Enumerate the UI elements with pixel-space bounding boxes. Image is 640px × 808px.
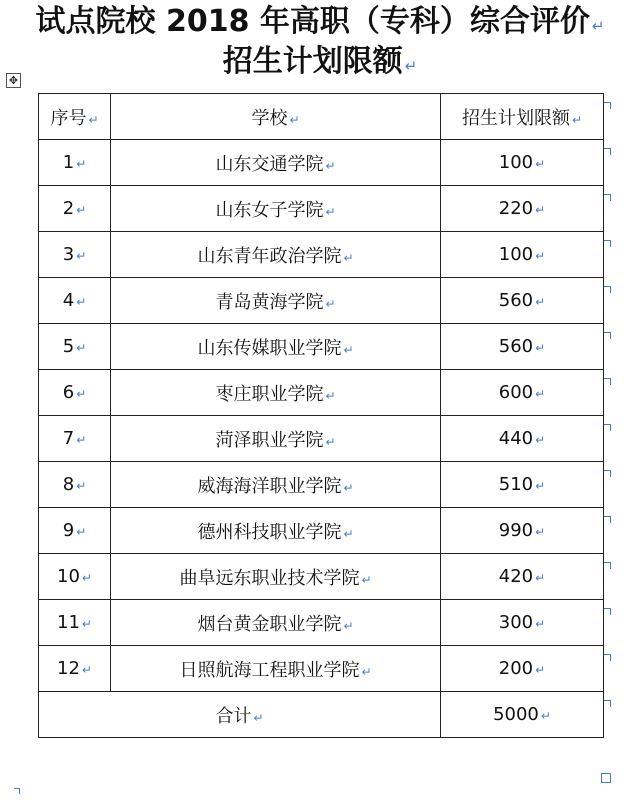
cell-school-text: 日照航海工程职业学院 bbox=[179, 659, 360, 681]
cell-index-text: 3 bbox=[62, 244, 75, 265]
header-cell-school: 学校 ↵ bbox=[111, 94, 441, 140]
paragraph-mark-icon: ↵ bbox=[343, 526, 354, 541]
table-move-handle-icon[interactable]: ✥ bbox=[6, 73, 21, 88]
paragraph-mark-icon: ↵ bbox=[535, 387, 546, 401]
paragraph-mark-icon: ↵ bbox=[535, 203, 546, 217]
cell-index-text: 10 bbox=[57, 566, 80, 587]
cell-quota bbox=[441, 370, 604, 416]
paragraph-mark-icon: ↵ bbox=[361, 664, 372, 679]
cell-school-text: 菏泽职业学院 bbox=[215, 429, 324, 451]
row-end-mark-icon bbox=[604, 332, 611, 339]
cell-school-text: 山东传媒职业学院 bbox=[197, 337, 342, 359]
table-row bbox=[39, 278, 604, 324]
table-row bbox=[39, 646, 604, 692]
cell-index-text: 7 bbox=[62, 428, 75, 449]
cell-school bbox=[111, 186, 441, 232]
paragraph-mark-icon: ↵ bbox=[343, 250, 354, 265]
row-end-mark-icon bbox=[604, 378, 611, 385]
cell-quota-text: 600 bbox=[498, 382, 534, 403]
cell-school-text: 山东青年政治学院 bbox=[197, 245, 342, 267]
cell-quota-text: 300 bbox=[498, 612, 534, 633]
cell-index bbox=[39, 140, 111, 186]
paragraph-mark-icon: ↵ bbox=[535, 295, 546, 309]
paragraph-mark-icon: ↵ bbox=[325, 388, 336, 403]
paragraph-mark-icon: ↵ bbox=[76, 203, 87, 217]
cell-index-text: 4 bbox=[62, 290, 75, 311]
row-end-mark-icon bbox=[604, 562, 611, 569]
cell-school bbox=[111, 646, 441, 692]
cell-index-text: 9 bbox=[62, 520, 75, 541]
paragraph-mark-icon: ↵ bbox=[361, 572, 372, 587]
cell-index-text: 11 bbox=[57, 612, 80, 633]
paragraph-mark-icon: ↵ bbox=[253, 710, 264, 725]
cell-total-value bbox=[441, 692, 604, 738]
cell-quota-text: 560 bbox=[498, 290, 534, 311]
table-row bbox=[39, 324, 604, 370]
row-end-mark-icon bbox=[604, 102, 611, 109]
header-cell-quota: 招生计划限额 ↵ bbox=[441, 94, 604, 140]
cell-index bbox=[39, 370, 111, 416]
paragraph-mark-icon: ↵ bbox=[325, 434, 336, 449]
cell-school-text: 德州科技职业学院 bbox=[197, 521, 342, 543]
document-title-line1 bbox=[0, 2, 640, 46]
cell-index bbox=[39, 232, 111, 278]
table-header-row bbox=[39, 94, 604, 140]
paragraph-mark-icon: ↵ bbox=[535, 157, 546, 171]
paragraph-mark-icon: ↵ bbox=[325, 158, 336, 173]
paragraph-mark-icon: ↵ bbox=[404, 57, 418, 75]
table-resize-handle-icon[interactable] bbox=[601, 773, 611, 783]
table-row bbox=[39, 600, 604, 646]
cell-index bbox=[39, 186, 111, 232]
row-end-mark-icon bbox=[604, 194, 611, 201]
cell-index bbox=[39, 278, 111, 324]
cell-quota bbox=[441, 416, 604, 462]
paragraph-mark-icon: ↵ bbox=[535, 479, 546, 493]
table-total-row bbox=[39, 692, 604, 738]
cell-quota bbox=[441, 186, 604, 232]
cell-index-text: 8 bbox=[62, 474, 75, 495]
cell-school-text: 曲阜远东职业技术学院 bbox=[179, 567, 360, 589]
paragraph-mark-icon: ↵ bbox=[535, 433, 546, 447]
cell-total-label bbox=[39, 692, 441, 738]
cell-school bbox=[111, 600, 441, 646]
cell-school bbox=[111, 278, 441, 324]
paragraph-mark-icon: ↵ bbox=[76, 157, 87, 171]
cell-quota bbox=[441, 140, 604, 186]
table-row bbox=[39, 508, 604, 554]
row-end-mark-icon bbox=[604, 470, 611, 477]
table-row bbox=[39, 416, 604, 462]
cell-quota bbox=[441, 600, 604, 646]
cell-index bbox=[39, 508, 111, 554]
row-end-mark-icon bbox=[604, 424, 611, 431]
title-line2-text: 招生计划限额 bbox=[222, 44, 403, 79]
cell-index bbox=[39, 462, 111, 508]
paragraph-mark-icon: ↵ bbox=[343, 342, 354, 357]
title-line1-text: 试点院校 2018 年高职（专科）综合评价 bbox=[35, 4, 590, 39]
cell-index bbox=[39, 324, 111, 370]
paragraph-mark-icon: ↵ bbox=[81, 571, 92, 585]
paragraph-mark-icon: ↵ bbox=[289, 112, 300, 127]
cell-school bbox=[111, 324, 441, 370]
cell-quota bbox=[441, 554, 604, 600]
cell-quota-text: 420 bbox=[498, 566, 534, 587]
paragraph-mark-icon: ↵ bbox=[540, 709, 551, 723]
cell-quota bbox=[441, 508, 604, 554]
paragraph-mark-icon: ↵ bbox=[571, 112, 583, 127]
cell-index-text: 6 bbox=[62, 382, 75, 403]
cell-school-text: 山东女子学院 bbox=[215, 199, 324, 221]
row-end-mark-icon bbox=[604, 286, 611, 293]
cell-quota-text: 100 bbox=[498, 244, 534, 265]
row-end-mark-icon bbox=[604, 148, 611, 155]
paragraph-mark-icon: ↵ bbox=[81, 617, 92, 631]
cell-quota bbox=[441, 324, 604, 370]
cell-quota-text: 200 bbox=[498, 658, 534, 679]
paragraph-mark-icon: ↵ bbox=[325, 296, 336, 311]
table-row bbox=[39, 232, 604, 278]
cell-school bbox=[111, 140, 441, 186]
paragraph-mark-icon: ↵ bbox=[325, 204, 336, 219]
row-end-mark-icon bbox=[604, 240, 611, 247]
cell-index bbox=[39, 554, 111, 600]
cell-total-label-text: 合计 bbox=[215, 705, 252, 727]
cell-school-text: 枣庄职业学院 bbox=[215, 383, 324, 405]
paragraph-mark-icon: ↵ bbox=[76, 249, 87, 263]
paragraph-mark-icon: ↵ bbox=[591, 17, 605, 35]
cell-quota-text: 220 bbox=[498, 198, 534, 219]
cell-total-value-text: 5000 bbox=[493, 704, 539, 725]
cell-quota-text: 560 bbox=[498, 336, 534, 357]
cell-quota-text: 100 bbox=[498, 152, 534, 173]
cell-school-text: 青岛黄海学院 bbox=[215, 291, 324, 313]
paragraph-mark-icon: ↵ bbox=[535, 341, 546, 355]
cell-quota bbox=[441, 232, 604, 278]
row-end-mark-icon bbox=[604, 516, 611, 523]
cell-school-text: 山东交通学院 bbox=[215, 153, 324, 175]
paragraph-mark-icon: ↵ bbox=[535, 249, 546, 263]
paragraph-mark-icon: ↵ bbox=[76, 433, 87, 447]
row-end-mark-icon bbox=[604, 608, 611, 615]
cell-school bbox=[111, 370, 441, 416]
quota-table bbox=[38, 93, 604, 738]
cell-index bbox=[39, 600, 111, 646]
header-cell-index: 序号 ↵ bbox=[39, 94, 111, 140]
table-row bbox=[39, 186, 604, 232]
cell-index-text: 1 bbox=[62, 152, 75, 173]
paragraph-mark-icon: ↵ bbox=[88, 112, 99, 127]
paragraph-mark-icon: ↵ bbox=[76, 387, 87, 401]
cell-index-text: 2 bbox=[62, 198, 75, 219]
cell-school bbox=[111, 416, 441, 462]
table-row bbox=[39, 462, 604, 508]
cell-quota-text: 440 bbox=[498, 428, 534, 449]
paragraph-mark-icon: ↵ bbox=[76, 479, 87, 493]
paragraph-mark-icon: ↵ bbox=[81, 663, 92, 677]
paragraph-mark-icon: ↵ bbox=[76, 525, 87, 539]
paragraph-mark-icon: ↵ bbox=[343, 480, 354, 495]
paragraph-mark-icon: ↵ bbox=[535, 617, 546, 631]
cell-quota-text: 510 bbox=[498, 474, 534, 495]
row-end-mark-icon bbox=[604, 700, 611, 707]
paragraph-mark-icon: ↵ bbox=[76, 295, 87, 309]
end-mark-icon bbox=[14, 788, 20, 794]
table-row bbox=[39, 554, 604, 600]
cell-school-text: 威海海洋职业学院 bbox=[197, 475, 342, 497]
cell-index-text: 5 bbox=[62, 336, 75, 357]
cell-index-text: 12 bbox=[57, 658, 80, 679]
cell-quota bbox=[441, 462, 604, 508]
row-end-mark-icon bbox=[604, 654, 611, 661]
cell-school bbox=[111, 232, 441, 278]
paragraph-mark-icon: ↵ bbox=[76, 341, 87, 355]
cell-school bbox=[111, 554, 441, 600]
table-row bbox=[39, 370, 604, 416]
paragraph-mark-icon: ↵ bbox=[535, 571, 546, 585]
cell-school-text: 烟台黄金职业学院 bbox=[197, 613, 342, 635]
paragraph-mark-icon: ↵ bbox=[343, 618, 354, 633]
paragraph-mark-icon: ↵ bbox=[535, 663, 546, 677]
cell-quota-text: 990 bbox=[498, 520, 534, 541]
cell-index bbox=[39, 416, 111, 462]
table-row bbox=[39, 140, 604, 186]
cell-school bbox=[111, 462, 441, 508]
cell-quota bbox=[441, 646, 604, 692]
paragraph-mark-icon: ↵ bbox=[535, 525, 546, 539]
cell-index bbox=[39, 646, 111, 692]
cell-quota bbox=[441, 278, 604, 324]
cell-school bbox=[111, 508, 441, 554]
document-title-line2 bbox=[0, 42, 640, 86]
